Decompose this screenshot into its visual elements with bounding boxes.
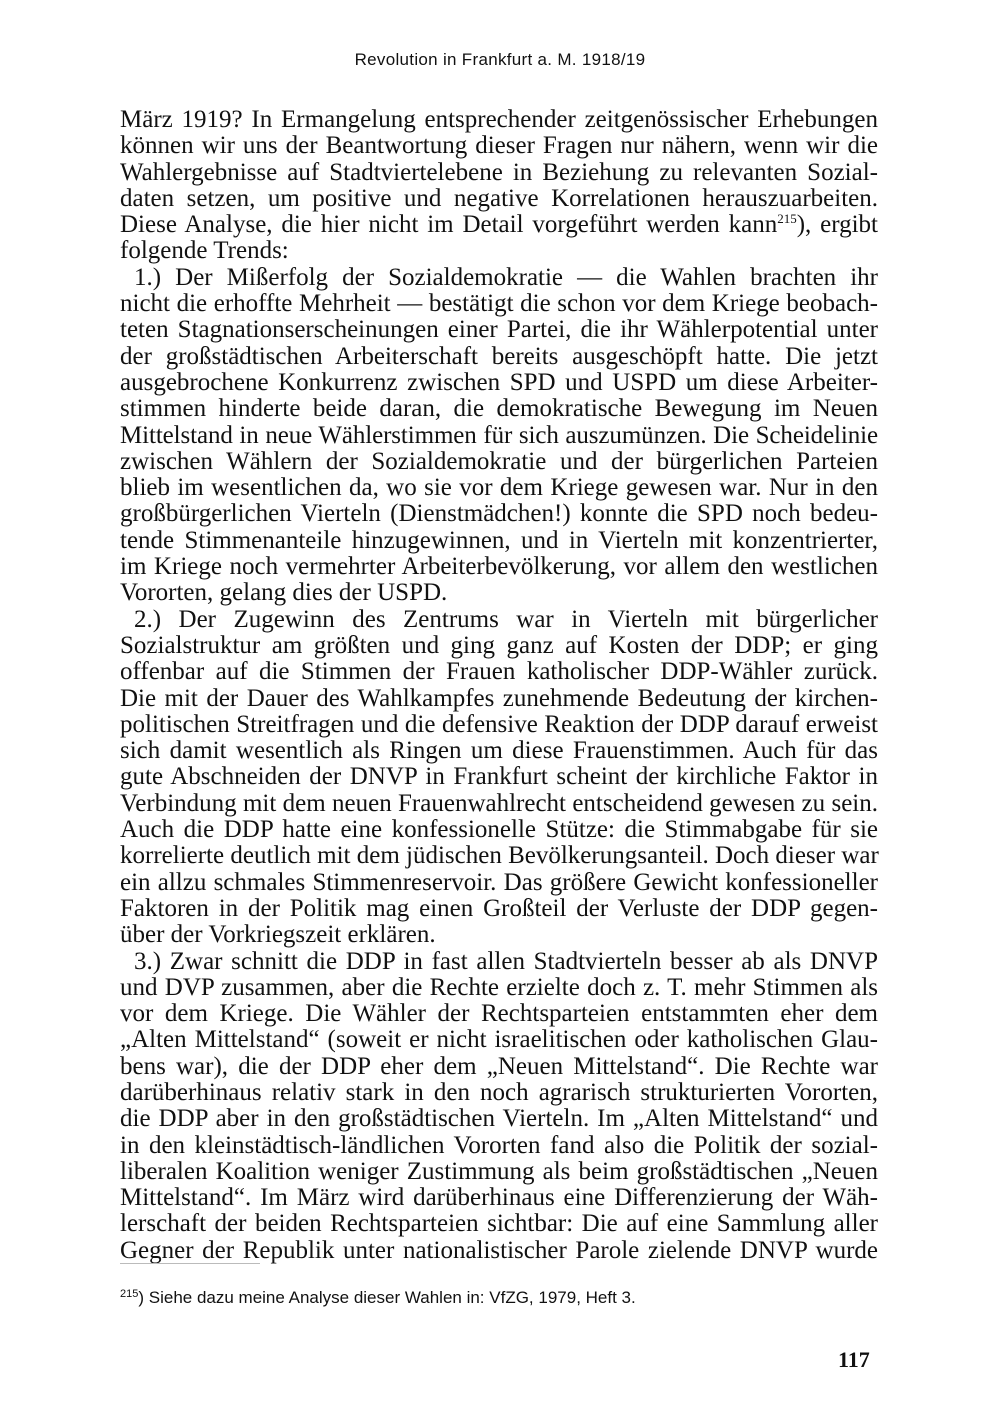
text-line: zwischen Wählern der Sozialdemokratie und der bürgerlichen Parteien — [120, 447, 878, 475]
text-line: März 1919? In Ermangelung entsprechender zeitgenössischer Erhebungen — [120, 106, 878, 133]
text-line: im Kriege noch vermehrter Arbeiterbevölkerung, vor allem den westlichen — [120, 553, 878, 581]
text-line: lerschaft der beiden Rechtsparteien sichtbar: Die auf eine Sammlung aller — [120, 1210, 878, 1238]
text-line: teten Stagnationserscheinungen einer Partei, die ihr Wählerpotential unter — [120, 316, 878, 344]
page-number: 117 — [838, 1347, 870, 1372]
text-line: können wir uns der Beantwortung dieser Fragen nur nähern, wenn wir die — [120, 132, 878, 160]
text-line: sich damit wesentlich als Ringen um diese Frauenstimmen. Auch für das — [120, 737, 878, 765]
text-line: stimmen hinderte beide daran, die demokratische Bewegung im Neuen — [120, 395, 878, 423]
text-line: 3.) Zwar schnitt die DDP in fast allen Stadtvierteln besser ab als DNVP — [134, 947, 878, 975]
text-line: vor dem Kriege. Die Wähler der Rechtsparteien entstammten eher dem — [120, 1000, 878, 1028]
text-line: Faktoren in der Politik mag einen Großteil der Verluste der DDP gegen- — [120, 894, 878, 922]
footnote-reference: 215 — [777, 211, 797, 227]
text-line: die DDP aber in den großstädtischen Vierteln. Im „Alten Mittelstand“ und — [120, 1105, 878, 1133]
text-line: ausgebrochene Konkurrenz zwischen SPD und USPD um diese Arbeiter- — [120, 368, 878, 396]
footnote — [120, 1288, 636, 1308]
text-line-start: Diese Analyse, die hier nicht im Detail vorgeführt werden kann — [120, 211, 778, 239]
text-line: tende Stimmenanteile hinzugewinnen, und in Vierteln mit konzentrierter, — [120, 526, 878, 554]
text-line: Mittelstand“. Im März wird darüberhinaus eine Differenzierung der Wäh- — [120, 1184, 878, 1212]
text-line: korrelierte deutlich mit dem jüdischen Bevölkerungsanteil. Doch dieser war — [120, 842, 879, 870]
text-line: politischen Streitfragen und die defensive Reaktion der DDP darauf erweist — [120, 710, 878, 738]
body-text — [120, 107, 878, 1264]
text-line-end: ), ergibt — [796, 211, 878, 239]
text-line: Sozialstruktur am größten und ging ganz auf Kosten der DDP; er ging — [120, 631, 878, 659]
text-line: der großstädtischen Arbeiterschaft bereits ausgeschöpft hatte. Die jetzt — [120, 342, 878, 370]
text-line: folgende Trends: — [120, 237, 289, 265]
footnote-divider — [120, 1263, 260, 1264]
text-line: über der Vorkriegszeit erklären. — [120, 921, 436, 949]
text-line: offenbar auf die Stimmen der Frauen katholischer DDP-Wähler zurück. — [120, 658, 878, 686]
text-line: gute Abschneiden der DNVP in Frankfurt scheint der kirchliche Faktor in — [120, 763, 878, 791]
text-line: 2.) Der Zugewinn des Zentrums war in Vierteln mit bürgerlicher — [134, 605, 878, 633]
text-line: nicht die erhoffte Mehrheit — bestätigt die schon vor dem Kriege beobach- — [120, 290, 878, 318]
text-line: großbürgerlichen Vierteln (Dienstmädchen!) konnte die SPD noch bedeu- — [120, 500, 878, 528]
text-line: 1.) Der Mißerfolg der Sozialdemokratie — die Wahlen brachten ihr — [134, 263, 878, 291]
text-line: Auch die DDP hatte eine konfessionelle Stütze: die Stimmabgabe für sie — [120, 816, 878, 844]
text-line: darüberhinaus relativ stark in den noch agrarisch strukturierten Vororten, — [120, 1078, 878, 1106]
text-line-with-footnote-ref — [120, 212, 878, 238]
footnote-marker: 215 — [120, 1288, 139, 1300]
text-line: Mittelstand in neue Wählerstimmen für sich auszumünzen. Die Scheidelinie — [120, 421, 878, 449]
text-line: liberalen Koalition weniger Zustimmung als beim großstädtischen „Neuen — [120, 1157, 878, 1185]
text-line: bens war), die der DDP eher dem „Neuen Mittelstand“. Die Rechte war — [120, 1052, 878, 1080]
text-line: in den kleinstädtisch-ländlichen Vororten fand also die Politik der sozial- — [120, 1131, 878, 1159]
text-line: „Alten Mittelstand“ (soweit er nicht israelitischen oder katholischen Glau- — [120, 1026, 878, 1054]
text-line: ein allzu schmales Stimmenreservoir. Das größere Gewicht konfessioneller — [120, 868, 878, 896]
text-line: Wahlergebnisse auf Stadtviertelebene in Beziehung zu relevanten Sozial- — [120, 158, 878, 186]
running-head: Revolution in Frankfurt a. M. 1918/19 — [354, 50, 646, 69]
text-line: Vororten, gelang dies der USPD. — [120, 579, 448, 607]
text-line: Die mit der Dauer des Wahlkampfes zunehmende Bedeutung der kirchen- — [120, 684, 878, 712]
footnote-text: ) Siehe dazu meine Analyse dieser Wahlen in: VfZG, 1979, Heft 3. — [138, 1288, 636, 1307]
text-line: blieb im wesentlichen da, wo sie vor dem Kriege gewesen war. Nur in den — [120, 474, 878, 502]
text-line: Gegner der Republik unter nationalistischer Parole zielende DNVP wurde — [120, 1236, 878, 1264]
text-line: und DVP zusammen, aber die Rechte erzielte doch z. T. mehr Stimmen als — [120, 973, 878, 1001]
text-line: daten setzen, um positive und negative Korrelationen herauszuarbeiten. — [120, 184, 878, 212]
text-line: Verbindung mit dem neuen Frauenwahlrecht entscheidend gewesen zu sein. — [120, 789, 878, 817]
